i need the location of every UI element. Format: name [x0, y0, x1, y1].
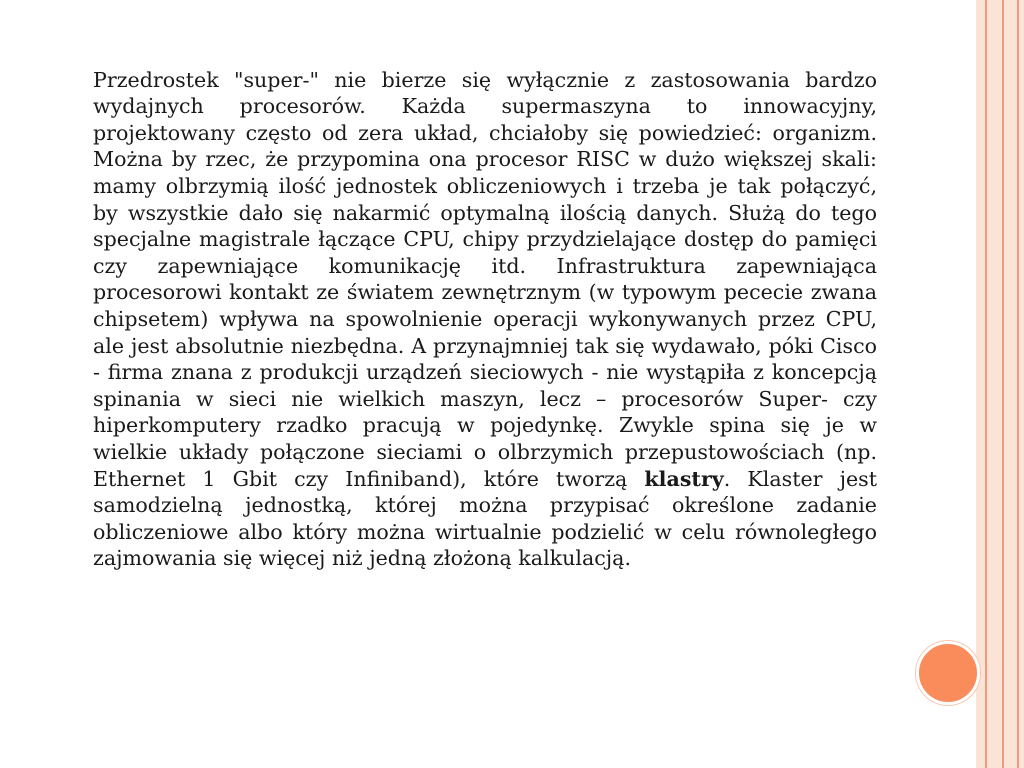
decorative-circle — [916, 641, 980, 705]
stripe-band — [1019, 0, 1024, 768]
stripe-band — [1004, 0, 1017, 768]
decorative-stripes — [976, 0, 1024, 768]
paragraph-bold-term: klastry — [644, 466, 724, 491]
stripe-band — [987, 0, 1002, 768]
body-paragraph — [93, 67, 877, 572]
paragraph-text-before: Przedrostek "super-" nie bierze się wyłącznie z zastosowania bardzo wydajnych procesorów. Każda supermaszyna to innowacyjny, projektowany często od zera układ, chciałoby się powiedzieć: organizm. Można by rzec, że przypomina ona procesor RISC w dużo większej skali: mamy olbrzymią ilość jednostek obliczeniowych i trzeba je tak połączyć, by wszystkie dało się nakarmić optymalną ilością danych. Służą do tego specjalne magistrale łączące CPU, chipy przydzielające dostęp do pamięci czy zapewniające komunikację itd. Infrastruktura zapewniająca procesorowi kontakt ze światem zewnętrznym (w typowym pececie zwana chipsetem) wpływa na spowolnienie operacji wykonywanych przez CPU, ale jest absolutnie niezbędna. A przynajmniej tak się wydawało, póki Cisco - firma znana z produkcji urządzeń sieciowych - nie wystąpiła z koncepcją spinania w sieci nie wielkich maszyn, lecz – procesorów Super- czy hiperkomputery rzadko pracują w pojedynkę. Zwykle spina się je w wielkie układy połączone sieciami o olbrzymich przepustowościach (np. Ethernet 1 Gbit czy Infiniband), które tworzą — [93, 67, 877, 491]
paragraph-text-after: . Klaster jest samodzielną jednostką, której można przypisać określone zadanie obliczeniowe albo który można wirtualnie podzielić w celu równoległego zajmowania się więcej niż jedną złożoną kalkulacją. — [93, 466, 878, 571]
stripe-band — [976, 0, 985, 768]
